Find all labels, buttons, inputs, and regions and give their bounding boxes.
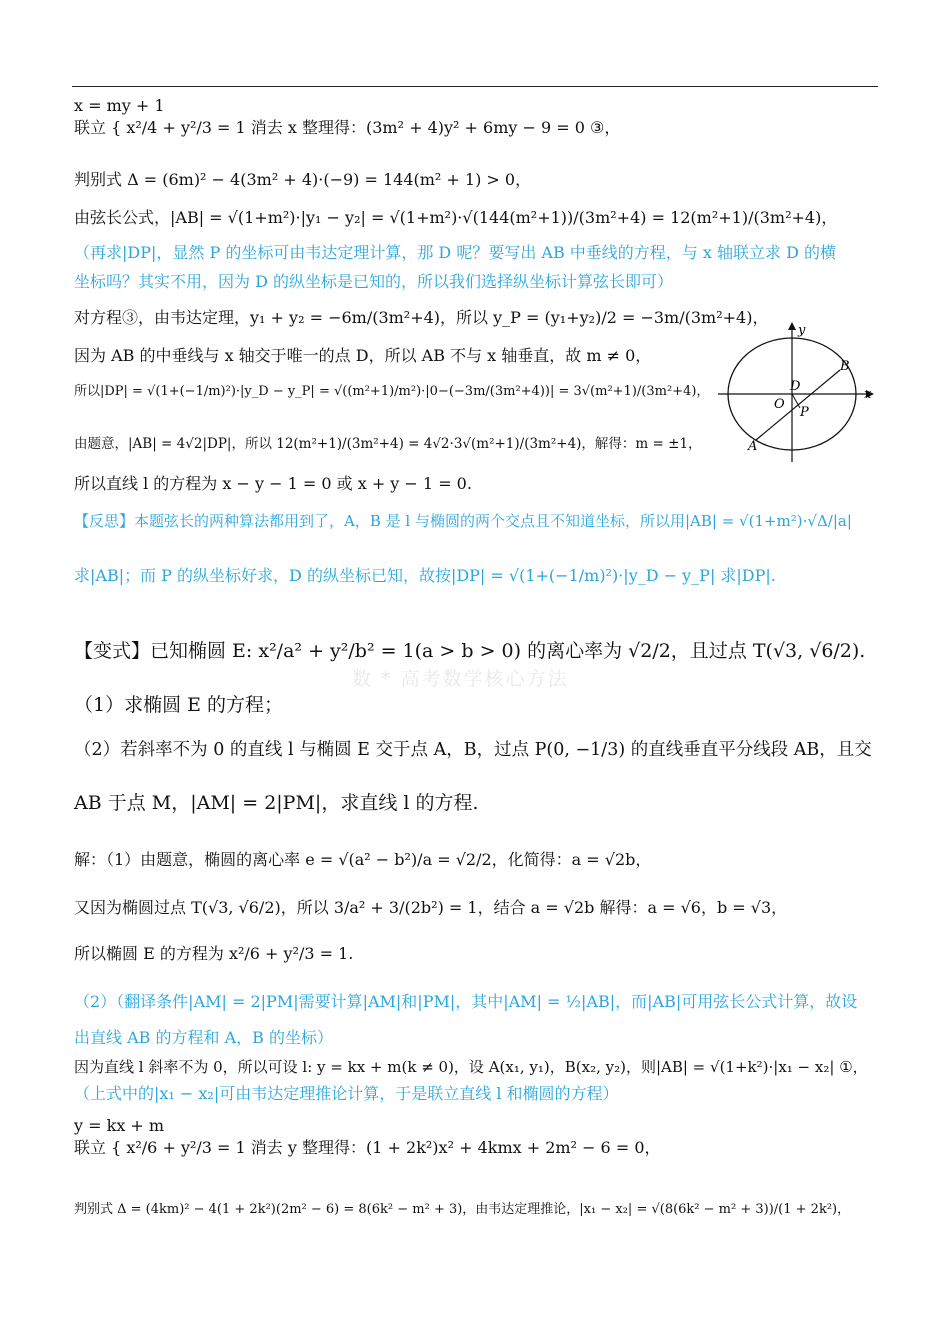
figure-label-a: A: [748, 439, 758, 454]
text-line: 求|AB|；而 P 的纵坐标好求，D 的纵坐标已知，故按|DP| = √(1+(−1/m)²)·|y_D − y_P| 求|DP|.: [74, 566, 776, 585]
text-line: （2）若斜率不为 0 的直线 l 与椭圆 E 交于点 A，B，过点 P(0, −1/3) 的直线垂直平分线段 AB，且交: [74, 740, 872, 760]
text-line: 【反思】本题弦长的两种算法都用到了，A，B 是 l 与椭圆的两个交点且不知道坐标，所以用|AB| = √(1+m²)·√Δ/|a|: [74, 512, 852, 530]
text-line: 联立 { x²/4 + y²/3 = 1 消去 x 整理得：(3m² + 4)y² + 6my − 9 = 0 ③，: [74, 118, 621, 137]
text-line: 解：（1）由题意，椭圆的离心率 e = √(a² − b²)/a = √2/2，化简得：a = √2b，: [74, 850, 652, 869]
text-line: 对方程③，由韦达定理，y₁ + y₂ = −6m/(3m²+4)，所以 y_P = (y₁+y₂)/2 = −3m/(3m²+4)，: [74, 308, 769, 327]
figure-label-d: D: [790, 379, 801, 394]
watermark: 数 * 高考数学核心方法: [352, 668, 569, 690]
figure-label-y: y: [798, 323, 806, 338]
text-line: 坐标吗？其实不用，因为 D 的纵坐标是已知的，所以我们选择纵坐标计算弦长即可）: [74, 272, 674, 291]
text-line: 联立 { x²/6 + y²/3 = 1 消去 y 整理得：(1 + 2k²)x² + 4kmx + 2m² − 6 = 0，: [74, 1138, 661, 1157]
text-line: 判别式 Δ = (4km)² − 4(1 + 2k²)(2m² − 6) = 8(6k² − m² + 3)，由韦达定理推论，|x₁ − x₂| = √(8(6k² − m² + 3))/(1 + 2k²)，: [74, 1202, 851, 1217]
text-line: 出直线 AB 的方程和 A，B 的坐标）: [74, 1028, 333, 1047]
figure-label-b: B: [840, 359, 850, 374]
text-line: 所以椭圆 E 的方程为 x²/6 + y²/3 = 1.: [74, 944, 354, 963]
figure-label-o: O: [774, 397, 785, 412]
ellipse-figure: [718, 318, 878, 468]
text-line: AB 于点 M，|AM| = 2|PM|，求直线 l 的方程.: [74, 792, 479, 814]
figure-label-p: P: [800, 405, 809, 420]
text-line: （2）（翻译条件|AM| = 2|PM|需要计算|AM|和|PM|，其中|AM| = ½|AB|，而|AB|可用弦长公式计算，故设: [74, 992, 858, 1011]
figure-label-x: x: [864, 387, 872, 402]
text-line: x = my + 1: [74, 96, 165, 115]
text-line: 【变式】已知椭圆 E: x²/a² + y²/b² = 1(a > b > 0) 的离心率为 √2/2，且过点 T(√3, √6/2).: [74, 640, 866, 662]
text-line: y = kx + m: [74, 1116, 165, 1135]
text-line: 所以直线 l 的方程为 x − y − 1 = 0 或 x + y − 1 = 0.: [74, 474, 472, 493]
figure-y-arrow: [788, 322, 796, 330]
text-line: 因为直线 l 斜率不为 0，所以可设 l: y = kx + m(k ≠ 0)，设 A(x₁, y₁)，B(x₂, y₂)，则|AB| = √(1+k²)·|x₁ − x₂| ①，: [74, 1058, 868, 1076]
text-line: 又因为椭圆过点 T(√3, √6/2)，所以 3/a² + 3/(2b²) = 1，结合 a = √2b 解得：a = √6，b = √3，: [74, 898, 788, 917]
text-line: 判别式 Δ = (6m)² − 4(3m² + 4)·(−9) = 144(m² + 1) > 0，: [74, 170, 532, 189]
text-line: 因为 AB 的中垂线与 x 轴交于唯一的点 D，所以 AB 不与 x 轴垂直，故 m ≠ 0，: [74, 346, 652, 365]
text-line: 由题意，|AB| = 4√2|DP|，所以 12(m²+1)/(3m²+4) = 4√2·3√(m²+1)/(3m²+4)，解得：m = ±1，: [74, 436, 702, 452]
text-line: 所以|DP| = √(1+(−1/m)²)·|y_D − y_P| = √((m²+1)/m²)·|0−(−3m/(3m²+4))| = 3√(m²+1)/(3m²+4)，: [74, 384, 710, 399]
text-line: （上式中的|x₁ − x₂|可由韦达定理推论计算，于是联立直线 l 和椭圆的方程）: [74, 1084, 619, 1103]
text-line: （1）求椭圆 E 的方程；: [74, 694, 284, 716]
top-rule: [72, 86, 878, 87]
text-line: 由弦长公式，|AB| = √(1+m²)·|y₁ − y₂| = √(1+m²)·√(144(m²+1))/(3m²+4) = 12(m²+1)/(3m²+4)，: [74, 208, 838, 227]
text-line: （再求|DP|，显然 P 的坐标可由韦达定理计算，那 D 呢？要写出 AB 中垂线的方程，与 x 轴联立求 D 的横: [74, 243, 836, 262]
